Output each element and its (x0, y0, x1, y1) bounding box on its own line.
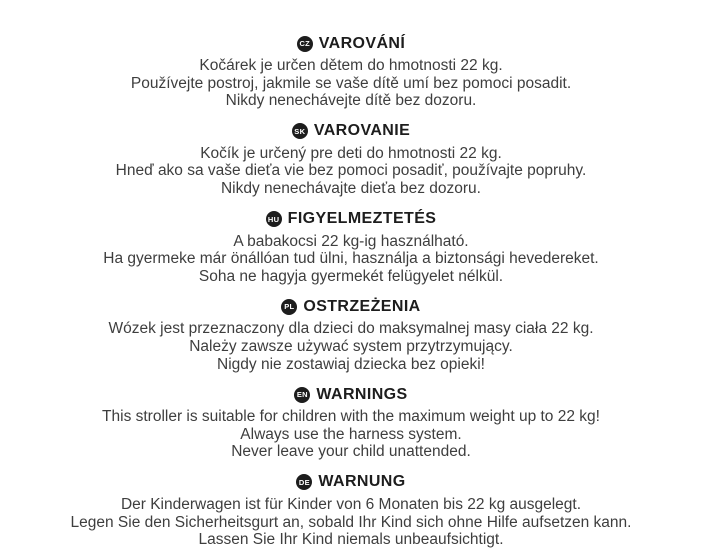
section-header (0, 33, 702, 54)
warning-section (0, 296, 702, 373)
section-header (0, 472, 702, 493)
section-header (0, 209, 702, 230)
warning-section (0, 121, 702, 198)
warning-line: Hneď ako sa vaše dieťa vie bez pomoci posadiť, používajte popruhy. (115, 162, 587, 180)
warning-line: Never leave your child unattended. (231, 443, 471, 461)
language-badge-icon: PL (281, 299, 297, 315)
warning-section (0, 209, 702, 286)
warning-line: Používejte postroj, jakmile se vaše dítě umí bez pomoci posadit. (130, 74, 572, 92)
language-badge-icon: CZ (297, 36, 313, 52)
section-title: VAROVANIE (313, 122, 411, 140)
section-header (0, 121, 702, 142)
section-header (0, 296, 702, 317)
section-title: FIGYELMEZTETÉS (287, 210, 437, 228)
warning-line: Der Kinderwagen ist für Kinder von 6 Monaten bis 22 kg ausgelegt. (120, 495, 582, 513)
warning-section (0, 384, 702, 461)
warning-section (0, 472, 702, 549)
language-badge-icon: DE (296, 474, 312, 490)
warning-line: Wózek jest przeznaczony dla dzieci do maksymalnej masy ciała 22 kg. (108, 320, 594, 338)
section-title: WARNUNG (318, 473, 406, 491)
warning-line: Należy zawsze używać system przytrzymujący. (189, 337, 513, 355)
warning-line: This stroller is suitable for children with the maximum weight up to 22 kg! (102, 408, 600, 426)
warning-line: Soha ne hagyja gyermekét felügyelet nélkül. (198, 267, 504, 285)
section-title: VAROVÁNÍ (318, 34, 406, 52)
language-badge-icon: SK (292, 123, 308, 139)
section-title: WARNINGS (316, 385, 408, 403)
warning-line: Nigdy nie zostawiaj dziecka bez opieki! (217, 355, 485, 373)
language-badge-icon: EN (294, 387, 310, 403)
section-title: OSTRZEŻENIA (303, 297, 421, 315)
warning-line: Kočárek je určen dětem do hmotnosti 22 kg. (199, 57, 503, 74)
warning-line: A babakocsi 22 kg-ig használható. (233, 232, 469, 250)
language-badge-icon: HU (266, 211, 282, 227)
warning-line: Always use the harness system. (240, 425, 462, 443)
warning-line: Kočík je určený pre deti do hmotnosti 22 kg. (200, 144, 502, 162)
warning-line: Ha gyermeke már önállóan tud ülni, használja a biztonsági hevedereket. (103, 250, 599, 268)
warning-line: Lassen Sie Ihr Kind niemals unbeaufsichtigt. (198, 531, 504, 549)
warning-line: Legen Sie den Sicherheitsgurt an, sobald Ihr Kind sich ohne Hilfe aufsetzen kann. (70, 513, 632, 531)
warning-section (0, 33, 702, 110)
warning-line: Nikdy nenechávejte dítě bez dozoru. (225, 92, 477, 110)
warning-line: Nikdy nenechávajte dieťa bez dozoru. (220, 179, 481, 197)
section-header (0, 384, 702, 405)
warnings-list (0, 33, 702, 549)
